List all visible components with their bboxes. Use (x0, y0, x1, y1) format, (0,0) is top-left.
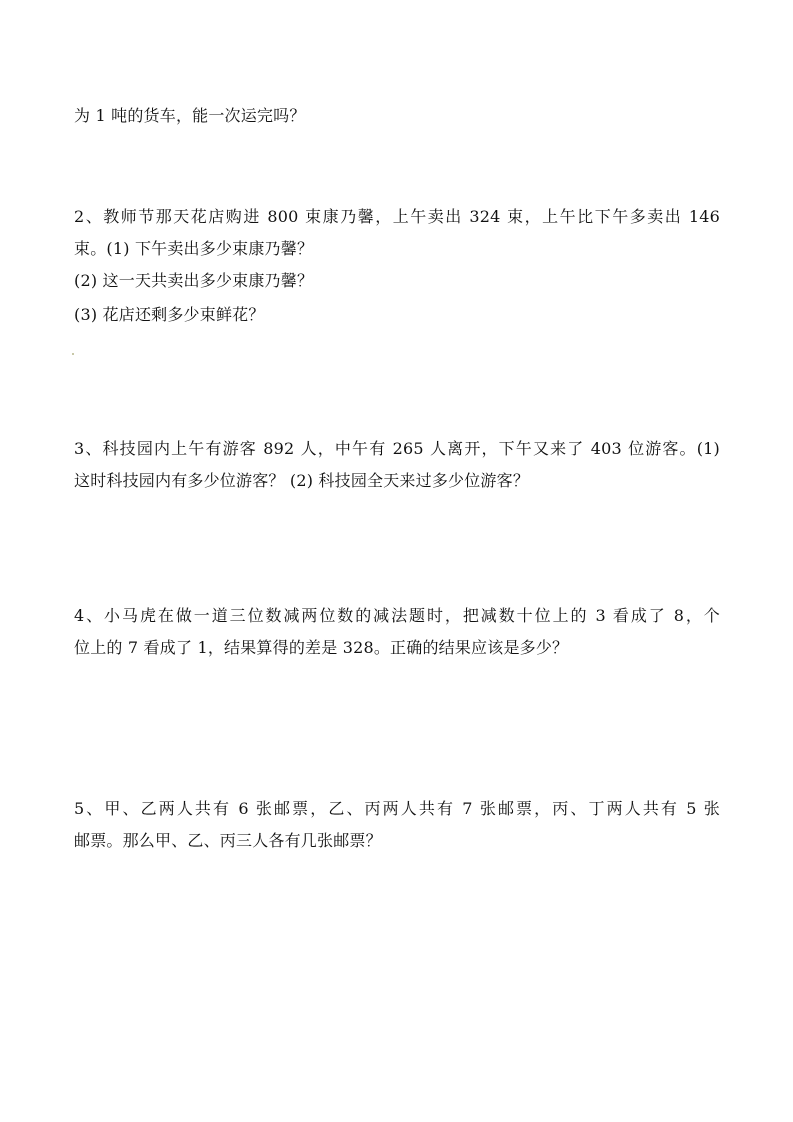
question-2-line-2: 束。(1) 下午卖出多少束康乃馨？ (74, 239, 314, 258)
question-2-part-3: (3) 花店还剩多少束鲜花？ (74, 305, 265, 324)
question-4-line-1: 4、小马虎在做一道三位数减两位数的减法题时，把减数十位上的 3 看成了 8，个 (74, 606, 720, 625)
question-3-line-2: 这时科技园内有多少位游客？ (2) 科技园全天来过多少位游客？ (74, 471, 530, 490)
question-5-line-2: 邮票。那么甲、乙、丙三人各有几张邮票？ (74, 831, 382, 850)
previous-question-continuation: 为 1 吨的货车，能一次运完吗？ (74, 106, 306, 125)
question-4-line-2: 位上的 7 看成了 1，结果算得的差是 328。正确的结果应该是多少？ (74, 638, 569, 657)
question-3-line-1: 3、科技园内上午有游客 892 人，中午有 265 人离开，下午又来了 403 位游客。(1) (74, 439, 720, 458)
question-2-part-2: (2) 这一天共卖出多少束康乃馨？ (74, 271, 314, 290)
scan-speck (72, 353, 74, 355)
question-5-line-1: 5、甲、乙两人共有 6 张邮票，乙、丙两人共有 7 张邮票，丙、丁两人共有 5 张 (74, 799, 720, 818)
question-2-line-1: 2、教师节那天花店购进 800 束康乃馨，上午卖出 324 束，上午比下午多卖出 146 (74, 207, 720, 226)
